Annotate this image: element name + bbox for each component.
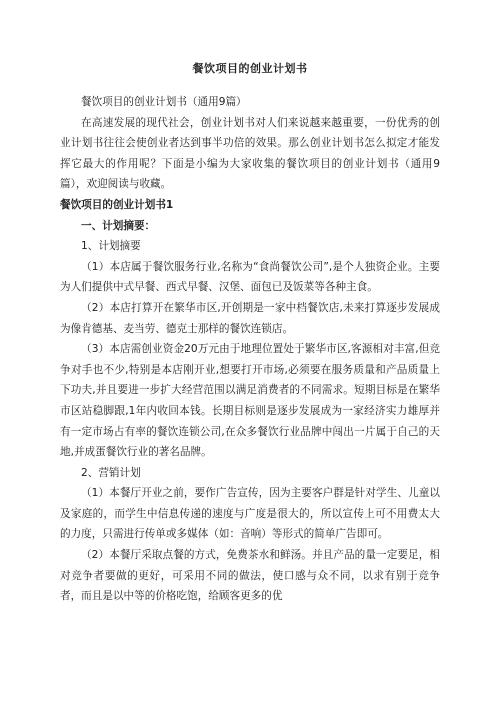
paragraph: 在高速发展的现代社会，创业计划书对人们来说越来越重要，一份优秀的创业计划书往往会使创业者达到事半功倍的效果。那么创业计划书怎么拟定才能发挥它最大的作用呢？下面是小编为大家收集的餐饮项目的创业计划书（通用9篇），欢迎阅读与收藏。 — [60, 116, 440, 191]
document-page — [60, 60, 440, 607]
paragraph: （3）本店需创业资金20万元由于地理位置处于繁华市区,客源相对丰富,但竞争对手也不少,特别是本店刚开业,想要打开市场,必须要在服务质量和产品质量上下功夫,并且要进一步扩大经营范围以满足消费者的不同需求。短期目标是在繁华市区站稳脚跟,1年内收回本钱。长期目标则是逐步发展成为一家经济实力雄厚并有一定市场占有率的餐饮连锁公司,在众多餐饮行业品牌中闯出一片属于自己的天地,并成蛋餐饮行业的著名品牌。 — [60, 343, 440, 459]
paragraph: （2）本店打算开在繁华市区,开创期是一家中档餐饮店,未来打算逐步发展成为像肯德基、麦当劳、德克士那样的餐饮连锁店。 — [60, 301, 440, 335]
paragraph: 2、营销计划 — [81, 466, 141, 479]
document-title: 餐饮项目的创业计划书 — [192, 62, 308, 75]
paragraph: （1）本餐厅开业之前，要作广告宣传，因为主要客户群是针对学生、儿童以及家庭的，而学生中信息传递的速度与广度是很大的，所以宣传上可不用费太大的力度，只需进行传单或多媒体（如：音响）等形式的简单广告即可。 — [60, 487, 440, 541]
paragraph: 1、计划摘要 — [81, 240, 141, 253]
section-heading: 餐饮项目的创业计划书1 — [60, 198, 174, 211]
paragraph: 餐饮项目的创业计划书（通用9篇） — [81, 96, 247, 108]
paragraph: （1）本店属于餐饮服务行业,名称为“食尚餐饮公司”,是个人独资企业。主要为人们提供中式早餐、西式早餐、汉堡、面包已及饭菜等各种主食。 — [60, 260, 440, 294]
subsection-heading: 一、计划摘要： — [81, 219, 156, 232]
paragraph: （2）本餐厅采取点餐的方式，免费茶水和鲜汤。并且产品的量一定要足，相对竞争者要做的更好，可采用不同的做法，使口感与众不同，以求有别于竞争者，而且是以中等的价格吃饱，给顾客更多的优 — [60, 549, 440, 603]
